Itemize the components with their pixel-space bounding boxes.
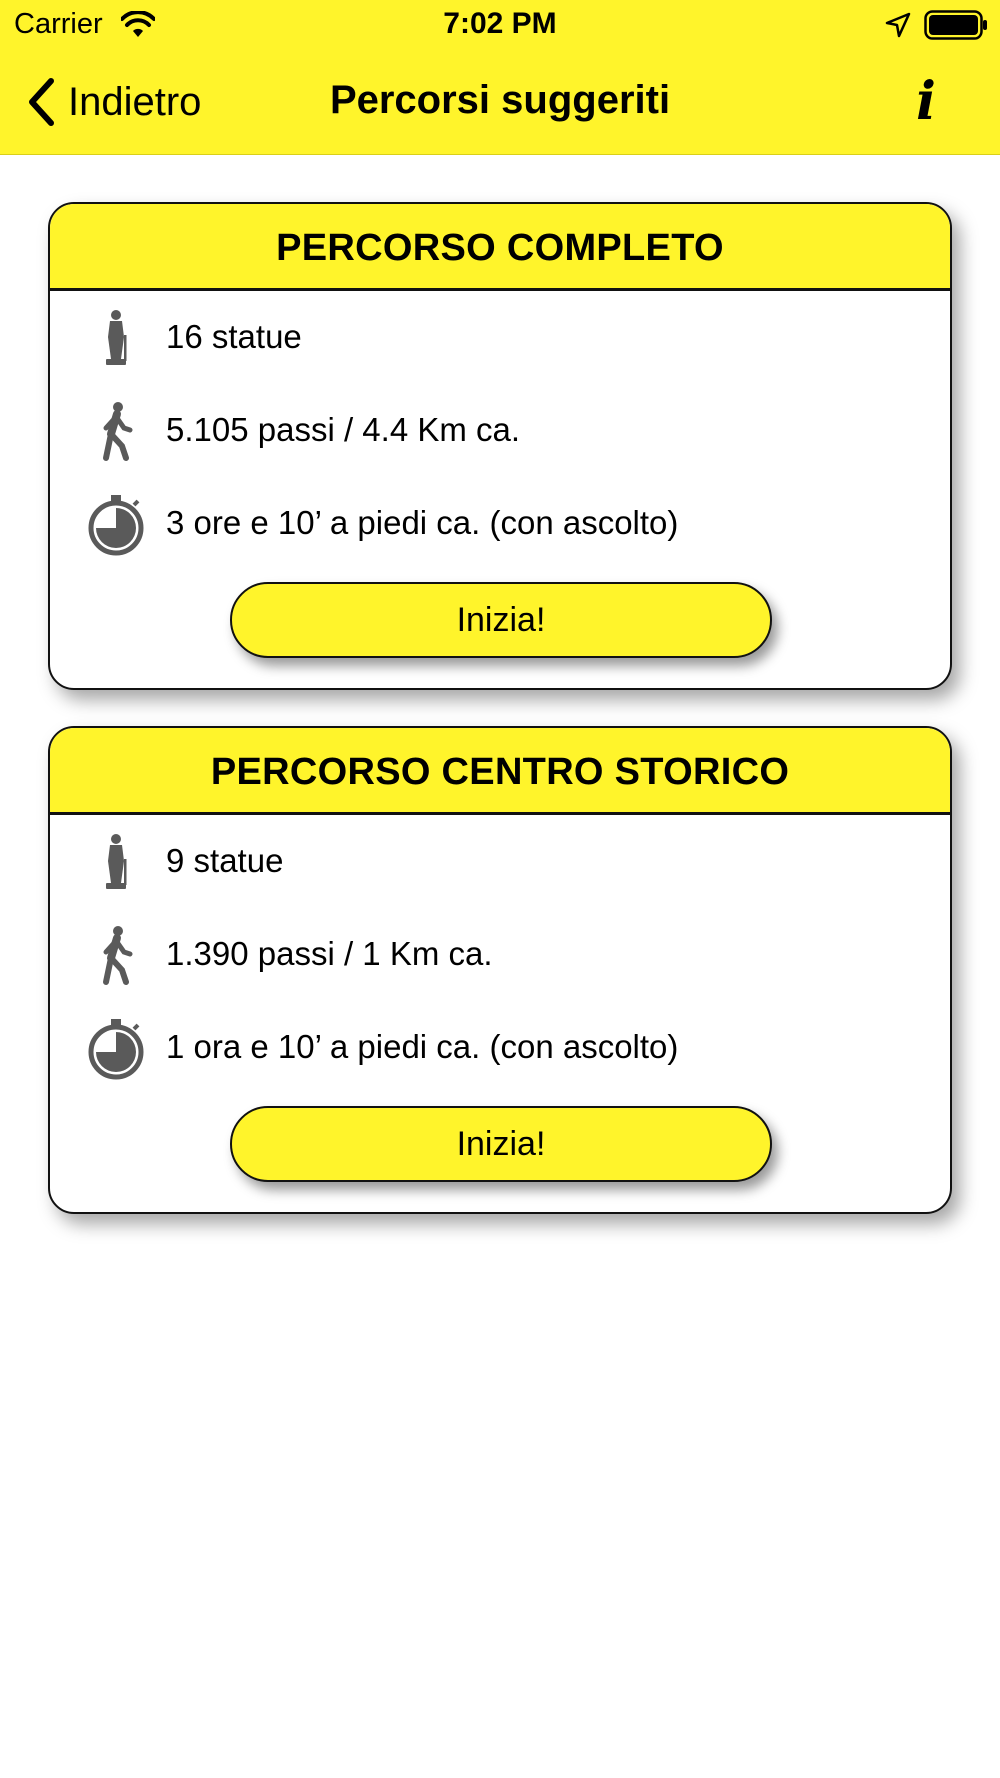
location-arrow-icon: [885, 12, 911, 38]
statues-row: [50, 828, 950, 898]
steps-row: [50, 397, 950, 467]
statues-row: [50, 304, 950, 374]
route-card-title: PERCORSO CENTRO STORICO: [50, 728, 950, 815]
status-bar: [0, 0, 1000, 50]
statues-count: 9 statue: [166, 842, 284, 879]
back-label: Indietro: [68, 79, 202, 124]
route-card-complete: [48, 202, 952, 690]
page-title: Percorsi suggeriti: [329, 78, 671, 122]
statue-icon: [84, 307, 148, 371]
stopwatch-icon: [84, 493, 148, 557]
carrier-label: Carrier: [14, 8, 103, 40]
start-route-button[interactable]: Inizia!: [230, 582, 772, 658]
battery-icon: [924, 10, 988, 40]
time-row: [50, 1014, 950, 1084]
statue-icon: [84, 831, 148, 895]
info-icon[interactable]: i: [916, 71, 936, 132]
start-route-button[interactable]: Inizia!: [230, 1106, 772, 1182]
walking-person-icon: [84, 924, 148, 988]
route-card-title: PERCORSO COMPLETO: [50, 204, 950, 291]
stopwatch-icon: [84, 1017, 148, 1081]
steps-row: [50, 921, 950, 991]
navigation-bar: [0, 50, 1000, 155]
time-row: [50, 490, 950, 560]
route-card-historic-center: [48, 726, 952, 1214]
statues-count: 16 statue: [166, 318, 302, 355]
walking-time: 1 ora e 10’ a piedi ca. (con ascolto): [166, 1028, 679, 1065]
status-time: 7:02 PM: [443, 7, 557, 40]
steps-distance: 5.105 passi / 4.4 Km ca.: [166, 411, 521, 448]
walking-time: 3 ore e 10’ a piedi ca. (con ascolto): [166, 504, 679, 541]
steps-distance: 1.390 passi / 1 Km ca.: [166, 935, 493, 972]
walking-person-icon: [84, 400, 148, 464]
